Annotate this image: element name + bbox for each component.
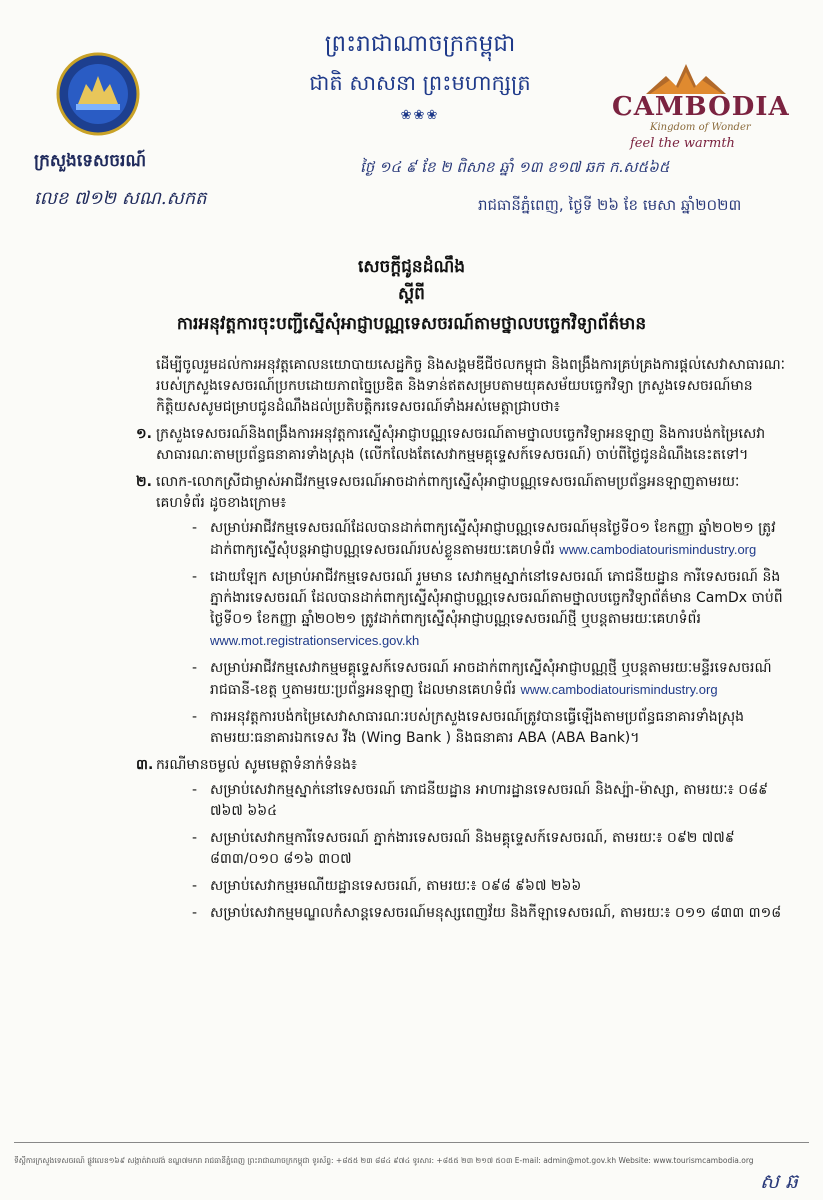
- contact-text: សម្រាប់សេវាកម្មរមណីយដ្ឋានទេសចរណ៍, តាមរយៈ៖ ០៩៨ ៩៦៧ ២៦៦: [210, 878, 582, 894]
- ministry-name: ក្រសួងទេសចរណ៍: [34, 151, 147, 171]
- contact-text: សម្រាប់សេវាកម្មស្នាក់នៅទេសចរណ៍ ភោជនីយដ្ឋាន អាហារដ្ឋានទេសចរណ៍ និងស្ប៉ា-ម៉ាស្សា, តាមរយៈ៖ ០៨៩ ៧៦៧ ៦៦៤: [210, 782, 769, 819]
- footer-address: ទីស្តីការក្រសួងទេសចរណ៍ ផ្លូវលេខ១៦៩ សង្កាត់វាលវង់ ខណ្ឌ៧មករា រាជធានីភ្នំពេញ ព្រះរាជាណាចក្រកម្ពុជា ទូរស័ព្ទ: +៨៥៥ ២៣ ៨៨៤ ៩៧៤ ទូរសារ: +៨៥៥ ២៣ ២១៧ ៥០៣ E-mail: admin@mot.gov.kh Website: www.tourismcambodia.org: [14, 1156, 754, 1165]
- logo-wordmark: CAMBODIA: [612, 92, 790, 122]
- notice-body: [136, 355, 786, 930]
- item-text: ក្រសួងទេសចរណ៍និងពង្រឹងការអនុវត្តការស្នើសុំអាជ្ញាបណ្ណទេសចរណ៍តាមថ្នាលបច្ចេកវិទ្យាអនឡាញ និងការបង់កម្រៃសេវាសាធារណៈតាមប្រព័ន្ធធនាគារទាំងស្រុង (លើកលែងតែសេវាកម្មមគ្គុទ្ទេសក៍ទេសចរណ៍) ចាប់ពីថ្ងៃជូនដំណឹងនេះតទៅ។: [156, 426, 766, 463]
- lunar-date: ថ្ងៃ ១៤ ៩ ខែ ២ ពិសាខ ឆ្នាំ ១៣ ខ១៧ ឆក ក.ស៥៦៥: [360, 158, 670, 176]
- contact-text: សម្រាប់សេវាកម្មមណ្ឌលកំសាន្តទេសចរណ៍មនុស្សពេញវ័យ និងកីឡាទេសចរណ៍, តាមរយៈ៖ ០១១ ៨៣៣ ៣១៨: [210, 905, 782, 921]
- contact-item: [210, 828, 786, 870]
- contact-item: [210, 780, 786, 822]
- contact-text: សម្រាប់សេវាកម្មការីទេសចរណ៍ ភ្នាក់ងារទេសចរណ៍ និងមគ្គុទ្ទេសក៍ទេសចរណ៍, តាមរយៈ៖ ០៩២ ៧៧៩ ៨៣៣/០១០ ៨១៦ ៣០៧: [210, 830, 735, 867]
- footer-divider: [14, 1142, 809, 1143]
- sub-item-text: សម្រាប់អាជីវកម្មទេសចរណ៍ដែលបានដាក់ពាក្យស្នើសុំអាជ្ញាបណ្ណទេសចរណ៍មុនថ្ងៃទី០១ ខែកញ្ញា ឆ្នាំ២០២១ ត្រូវដាក់ពាក្យស្នើសុំបន្តអាជ្ញាបណ្ណទេសចរណ៍របស់ខ្លួនតាមរយៈគេហទំព័រ: [210, 520, 776, 558]
- sub-item: [210, 658, 786, 701]
- issue-date: រាជធានីភ្នំពេញ, ថ្ងៃទី ២៦ ខែ មេសា ឆ្នាំ២០២៣: [478, 196, 742, 214]
- document-subtitle-label: ស្តីពី: [398, 284, 425, 304]
- item-number: ៣.: [136, 757, 154, 773]
- sub-item: [210, 518, 786, 561]
- list-item: [136, 755, 786, 924]
- sub-item: [210, 567, 786, 652]
- contact-item: [210, 876, 786, 897]
- item-text: ករណីមានចម្ងល់ សូមមេត្តាទំនាក់ទំនង៖: [156, 757, 357, 773]
- website-link[interactable]: www.cambodiatourismindustry.org: [520, 682, 718, 697]
- ministry-seal-icon: [56, 52, 140, 136]
- sub-item-text: ដោយឡែក សម្រាប់អាជីវកម្មទេសចរណ៍ រួមមាន សេវាកម្មស្នាក់នៅទេសចរណ៍ ភោជនីយដ្ឋាន ការីទេសចរណ៍ និងភ្នាក់ងារទេសចរណ៍ ដែលបានដាក់ពាក្យស្នើសុំអាជ្ញាបណ្ណទេសចរណ៍តាមថ្នាលបច្ចេកវិទ្យាព័ត៌មាន CamDx ចាប់ពីថ្ងៃទី០១ ខែកញ្ញា ឆ្នាំ២០២១ ត្រូវដាក់ពាក្យស្នើសុំអាជ្ញាបណ្ណទេសចរណ៍ថ្មី ឬបន្តតាមរយៈគេហទំព័រ: [210, 569, 783, 627]
- item-number: ២.: [136, 474, 152, 490]
- document-subject: ការអនុវត្តការចុះបញ្ជីស្នើសុំអាជ្ញាបណ្ណទេសចរណ៍តាមថ្នាលបច្ចេកវិទ្យាព័ត៌មាន: [176, 314, 647, 334]
- sub-item-text: ការអនុវត្តការបង់កម្រៃសេវាសាធារណៈរបស់ក្រសួងទេសចរណ៍ត្រូវបានធ្វើឡើងតាមប្រព័ន្ធធនាគារទាំងស្រុងតាមរយៈធនាគារឯកទេស វីង (Wing Bank ) និងធនាគារ ABA (ABA Bank)។: [210, 709, 745, 746]
- website-link[interactable]: www.cambodiatourismindustry.org: [559, 542, 757, 557]
- logo-slogan: feel the warmth: [630, 136, 735, 151]
- item-text: លោក-លោកស្រីជាម្ចាស់អាជីវកម្មទេសចរណ៍អាចដាក់ពាក្យស្នើសុំអាជ្ញាបណ្ណទេសចរណ៍តាមប្រព័ន្ធអនឡាញតាមរយៈគេហទំព័រ ដូចខាងក្រោម៖: [156, 474, 740, 511]
- sub-item: [210, 707, 786, 749]
- intro-paragraph: ដើម្បីចូលរួមដល់ការអនុវត្តគោលនយោបាយសេដ្ឋកិច្ច និងសង្គមឌីជីថលកម្ពុជា និងពង្រឹងការគ្រប់គ្រងការផ្តល់សេវាសាធារណៈរបស់ក្រសួងទេសចរណ៍ប្រកបដោយភាពច្នៃប្រឌិត និងទាន់ឥតសម្របតាមយុគសម័យបច្ចេកវិទ្យា ក្រសួងទេសចរណ៍មានកិត្តិយសសូមជម្រាបជូនដំណឹងដល់ប្រតិបត្តិករទេសចរណ៍ទាំងអស់មេត្តាជ្រាបថា៖: [156, 357, 786, 415]
- logo-tagline: Kingdom of Wonder: [650, 122, 751, 133]
- website-link[interactable]: www.mot.registrationservices.gov.kh: [210, 633, 420, 648]
- ornament-divider: ❀❀❀: [400, 108, 440, 123]
- list-item: [136, 424, 786, 466]
- kingdom-heading: ព្រះរាជាណាចក្រកម្ពុជា: [324, 31, 516, 57]
- item-number: ១.: [136, 426, 152, 442]
- document-title: សេចក្តីជូនដំណឹង: [357, 257, 466, 277]
- sub-item-text: សម្រាប់អាជីវកម្មសេវាកម្មមគ្គុទ្ទេសក៍ទេសចរណ៍ អាចដាក់ពាក្យស្នើសុំអាជ្ញាបណ្ណថ្មី ឬបន្តតាមរយៈមន្ទីរទេសចរណ៍រាជធានី-ខេត្ត ឬតាមរយៈប្រព័ន្ធអនឡាញ ដែលមានគេហទំព័រ: [210, 660, 772, 698]
- initials-signature: ស ឆ: [760, 1169, 799, 1193]
- nation-motto: ជាតិ សាសនា ព្រះមហាក្សត្រ: [309, 71, 531, 95]
- reference-number: លេខ ៧១២ សណ.សកត: [34, 188, 207, 209]
- list-item: [136, 472, 786, 749]
- contact-item: [210, 903, 786, 924]
